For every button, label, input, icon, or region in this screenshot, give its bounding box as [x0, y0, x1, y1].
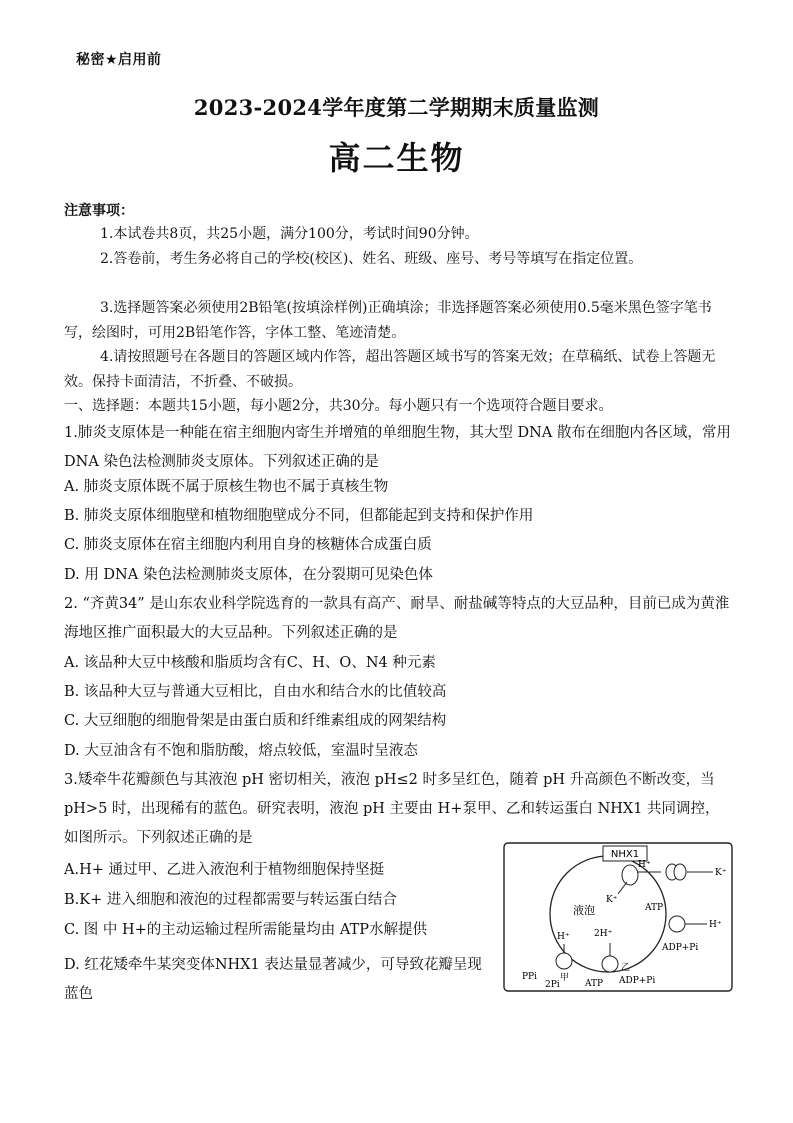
yi-adp-label: ADP+Pi	[619, 976, 656, 986]
question-3-option-a: A.H+ 通过甲、乙进入液泡利于植物细胞保持坚挺	[64, 862, 384, 878]
notice-item-3: 3.选择题答案必须使用2B铅笔(按填涂样例)正确填涂；非选择题答案必须使用0.5毫米黑色签字笔书写，绘图时，可用2B铅笔作答，字体工整、笔迹清楚。	[64, 300, 712, 341]
jia-label: 甲	[560, 973, 570, 983]
right-atp-label: ATP	[645, 903, 664, 913]
question-1-option-b: B. 肺炎支原体细胞壁和植物细胞壁成分不同，但都能起到支持和保护作用	[64, 508, 534, 524]
vacuole-label: 液泡	[573, 904, 595, 917]
question-1-option-a: A. 肺炎支原体既不属于原核生物也不属于真核生物	[64, 479, 389, 495]
jia-h-label: H⁺	[557, 932, 570, 942]
nhx1-transporter	[622, 865, 638, 885]
question-3-option-c: C. 图 中 H+的主动运输过程所需能量均由 ATP水解提供	[64, 922, 428, 938]
outside-k-label: K⁺	[715, 868, 727, 878]
question-3-option-d: D. 红花矮牵牛某突变体NHX1 表达量显著减少，可导致花瓣呈现蓝色	[64, 957, 482, 1002]
k-channel-right	[674, 864, 686, 880]
notice-item-4: 4.请按照题号在各题目的答题区域内作答，超出答题区域书写的答案无效；在草稿纸、试卷上答题无效。保持卡面清洁，不折叠、不破损。	[64, 349, 716, 390]
right-h-label: H⁺	[709, 920, 722, 930]
yi-pump	[602, 956, 618, 972]
vacuole-diagram	[503, 842, 733, 992]
yi-2h-label: 2H⁺	[594, 929, 613, 939]
right-atp-pump	[669, 916, 685, 932]
jia-pump	[556, 953, 572, 969]
question-1-option-c: C. 肺炎支原体在宿主细胞内利用自身的核糖体合成蛋白质	[64, 537, 432, 553]
yi-atp-label: ATP	[585, 979, 604, 989]
yi-label: 乙	[621, 963, 631, 973]
nhx1-label: NHX1	[610, 849, 640, 860]
right-adp-label: ADP+Pi	[662, 943, 699, 953]
notice-item-1: 1.本试卷共8页，共25小题，满分100分，考试时间90分钟。	[100, 226, 479, 242]
subject-title: 高二生物	[328, 139, 465, 177]
secret-label: 秘密★启用前	[76, 52, 162, 68]
question-2-option-d: D. 大豆油含有不饱和脂肪酸，熔点较低，室温时呈液态	[64, 743, 418, 759]
notice-heading: 注意事项：	[64, 203, 134, 219]
question-1-option-d: D. 用 DNA 染色法检测肺炎支原体，在分裂期可见染色体	[64, 567, 433, 583]
question-2-option-b: B. 该品种大豆与普通大豆相比，自由水和结合水的比值较高	[64, 684, 447, 700]
question-3-stem: 3.矮牵牛花瓣颜色与其液泡 pH 密切相关，液泡 pH≤2 时多呈红色，随着 pH 升高颜色不断改变，当pH>5 时，出现稀有的蓝色。研究表明，液泡 pH 主要由 H+泵甲、乙和转运蛋白 NHX1 共同调控，如图所示。下列叙述正确的是	[64, 772, 720, 846]
question-2-stem: 2. “齐黄34” 是山东农业科学院选育的一款具有高产、耐旱、耐盐碱等特点的大豆品种，目前已成为黄淮海地区推广面积最大的大豆品种。下列叙述正确的是	[64, 596, 730, 641]
exam-title: 2023-2024学年度第二学期期末质量监测	[193, 95, 600, 120]
nhx1-k-label: K⁺	[606, 895, 618, 905]
ppi-label: PPi	[522, 972, 537, 982]
question-2-option-c: C. 大豆细胞的细胞骨架是由蛋白质和纤维素组成的网架结构	[64, 713, 447, 729]
question-2-option-a: A. 该品种大豆中核酸和脂质均含有C、H、O、N4 种元素	[64, 655, 436, 671]
section-heading: 一、选择题：本题共15小题，每小题2分，共30分。每小题只有一个选项符合题目要求。	[64, 398, 613, 414]
notice-item-2: 2.答卷前，考生务必将自己的学校(校区)、姓名、班级、座号、考号等填写在指定位置。	[100, 251, 643, 267]
nhx1-h-label: H⁺	[638, 860, 651, 870]
question-1-stem: 1.肺炎支原体是一种能在宿主细胞内寄生并增殖的单细胞生物，其大型 DNA 散布在细胞内各区域，常用 DNA 染色法检测肺炎支原体。下列叙述正确的是	[64, 425, 731, 470]
question-3-option-b: B.K+ 进入细胞和液泡的过程都需要与转运蛋白结合	[64, 892, 397, 908]
figure-border	[504, 843, 732, 991]
two-pi-label: 2Pi	[545, 980, 560, 990]
